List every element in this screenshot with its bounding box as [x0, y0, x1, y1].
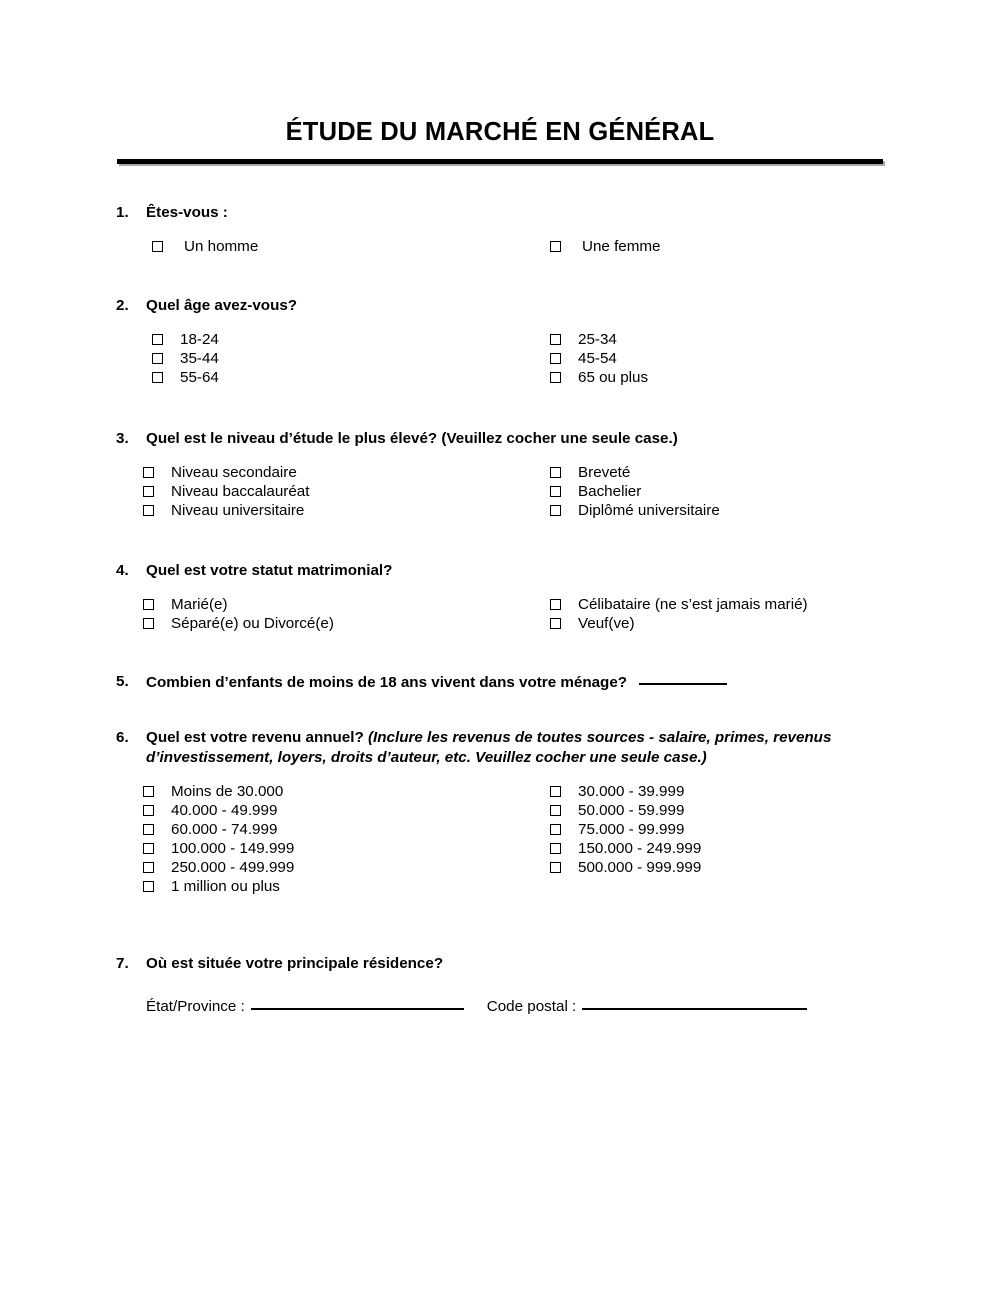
checkbox-icon[interactable] — [152, 372, 163, 383]
option-label: Niveau secondaire — [171, 463, 297, 481]
question-2-options-right — [550, 330, 648, 387]
option-label: 40.000 - 49.999 — [171, 801, 278, 819]
checkbox-icon[interactable] — [143, 618, 154, 629]
page-title: ÉTUDE DU MARCHÉ EN GÉNÉRAL — [285, 118, 715, 146]
option-label: 45-54 — [578, 349, 617, 367]
option-label: 55-64 — [180, 368, 219, 386]
option-label: Niveau universitaire — [171, 501, 305, 519]
question-4-options — [0, 595, 1000, 638]
question-3-heading — [0, 429, 1000, 449]
children-count-input[interactable] — [639, 672, 727, 685]
option-row[interactable] — [550, 839, 701, 858]
checkbox-icon[interactable] — [143, 805, 154, 816]
option-row[interactable] — [152, 349, 219, 368]
checkbox-icon[interactable] — [143, 843, 154, 854]
option-row[interactable] — [550, 463, 720, 482]
question-6-note: (Inclure les revenus de toutes sources - salaire, primes, revenus d’investissement, loyers, droits d’auteur, etc. Veuillez cocher une seule case.) — [146, 729, 832, 766]
checkbox-icon[interactable] — [152, 353, 163, 364]
option-label: 18-24 — [180, 330, 219, 348]
question-7-fields — [0, 996, 1000, 1017]
option-row[interactable] — [550, 820, 701, 839]
question-6-options-left — [143, 782, 294, 896]
option-row[interactable] — [143, 482, 309, 501]
option-label: Séparé(e) ou Divorcé(e) — [171, 614, 334, 632]
question-2 — [0, 296, 1000, 392]
question-2-options — [0, 330, 1000, 392]
postal-code-label: Code postal : — [486, 997, 577, 1015]
checkbox-icon[interactable] — [143, 824, 154, 835]
option-row[interactable] — [152, 330, 219, 349]
question-4-heading — [0, 561, 1000, 581]
question-3-options-right — [550, 463, 720, 520]
question-2-heading — [0, 296, 1000, 316]
title-divider — [117, 159, 883, 164]
option-label: Un homme — [184, 237, 259, 255]
question-5-text — [146, 672, 1000, 693]
option-label: 150.000 - 249.999 — [578, 839, 702, 857]
question-3-number: 3. — [116, 430, 129, 447]
option-label: 1 million ou plus — [171, 877, 280, 895]
option-row[interactable] — [550, 595, 808, 614]
checkbox-icon[interactable] — [143, 881, 154, 892]
checkbox-icon[interactable] — [550, 786, 561, 797]
question-2-options-left — [152, 330, 219, 387]
question-5-label: Combien d’enfants de moins de 18 ans vivent dans votre ménage? — [146, 674, 628, 691]
question-3 — [0, 429, 1000, 525]
question-1-heading — [0, 203, 1000, 223]
option-label: Veuf(ve) — [578, 614, 635, 632]
checkbox-icon[interactable] — [143, 862, 154, 873]
option-row[interactable] — [550, 330, 648, 349]
question-1-options-left — [152, 237, 258, 256]
option-row[interactable] — [550, 237, 661, 256]
question-4-number: 4. — [116, 562, 129, 579]
option-label: 25-34 — [578, 330, 617, 348]
question-6-options-right — [550, 782, 701, 877]
question-3-text: Quel est le niveau d’étude le plus élevé? (Veuillez cocher une seule case.) — [146, 430, 678, 447]
option-row[interactable] — [143, 820, 294, 839]
checkbox-icon[interactable] — [143, 786, 154, 797]
question-1-options — [0, 237, 1000, 259]
checkbox-icon[interactable] — [143, 505, 154, 516]
option-row[interactable] — [143, 839, 294, 858]
question-6-options — [0, 782, 1000, 897]
question-4-text: Quel est votre statut matrimonial? — [146, 562, 393, 579]
option-label: Bachelier — [578, 482, 642, 500]
option-label: Marié(e) — [171, 595, 228, 613]
question-2-text: Quel âge avez-vous? — [146, 297, 298, 314]
option-label: Célibataire (ne s’est jamais marié) — [578, 595, 808, 613]
checkbox-icon[interactable] — [550, 599, 561, 610]
option-row[interactable] — [550, 782, 701, 801]
option-row[interactable] — [143, 801, 294, 820]
option-row[interactable] — [143, 614, 334, 633]
option-row[interactable] — [143, 858, 294, 877]
checkbox-icon[interactable] — [152, 241, 163, 252]
checkbox-icon[interactable] — [550, 353, 561, 364]
question-4 — [0, 561, 1000, 638]
option-row[interactable] — [143, 595, 334, 614]
option-row[interactable] — [550, 482, 720, 501]
option-row[interactable] — [152, 237, 258, 256]
option-label: Breveté — [578, 463, 631, 481]
option-label: 50.000 - 59.999 — [578, 801, 685, 819]
checkbox-icon[interactable] — [550, 486, 561, 497]
option-label: 35-44 — [180, 349, 219, 367]
checkbox-icon[interactable] — [550, 862, 561, 873]
question-7-number: 7. — [116, 955, 129, 972]
checkbox-icon[interactable] — [550, 334, 561, 345]
question-4-options-right — [550, 595, 808, 633]
option-label: 30.000 - 39.999 — [578, 782, 685, 800]
question-6-heading — [0, 728, 1000, 768]
checkbox-icon[interactable] — [143, 467, 154, 478]
option-label: Niveau baccalauréat — [171, 482, 310, 500]
question-5-heading — [0, 672, 1000, 693]
option-label: 65 ou plus — [578, 368, 649, 386]
option-label: Une femme — [582, 237, 661, 255]
option-row[interactable] — [143, 877, 294, 896]
state-province-input[interactable] — [251, 996, 464, 1010]
question-6-label: Quel est votre revenu annuel? — [146, 729, 368, 746]
question-2-number: 2. — [116, 297, 129, 314]
option-row[interactable] — [143, 463, 309, 482]
option-label: 100.000 - 149.999 — [171, 839, 295, 857]
option-label: Moins de 30.000 — [171, 782, 284, 800]
checkbox-icon[interactable] — [550, 241, 561, 252]
option-row[interactable] — [550, 858, 701, 877]
option-row[interactable] — [550, 501, 720, 520]
checkbox-icon[interactable] — [152, 334, 163, 345]
checkbox-icon[interactable] — [550, 805, 561, 816]
question-5 — [0, 672, 1000, 693]
checkbox-icon[interactable] — [143, 599, 154, 610]
option-label: 60.000 - 74.999 — [171, 820, 278, 838]
option-label: 75.000 - 99.999 — [578, 820, 685, 838]
question-6 — [0, 728, 1000, 897]
question-1-text: Êtes-vous : — [146, 204, 228, 221]
checkbox-icon[interactable] — [550, 505, 561, 516]
question-1-options-right — [550, 237, 661, 256]
postal-code-input[interactable] — [582, 996, 807, 1010]
question-7-text: Où est située votre principale résidence? — [146, 955, 444, 972]
question-5-number: 5. — [116, 673, 129, 690]
option-row[interactable] — [143, 501, 309, 520]
option-row[interactable] — [550, 614, 808, 633]
checkbox-icon[interactable] — [550, 618, 561, 629]
question-3-options — [0, 463, 1000, 525]
checkbox-icon[interactable] — [550, 372, 561, 383]
question-7-heading — [0, 954, 1000, 974]
option-label: 500.000 - 999.999 — [578, 858, 702, 876]
option-row[interactable] — [550, 349, 648, 368]
checkbox-icon[interactable] — [143, 486, 154, 497]
question-3-options-left — [143, 463, 309, 520]
option-label: 250.000 - 499.999 — [171, 858, 295, 876]
option-row[interactable] — [550, 801, 701, 820]
question-6-number: 6. — [116, 729, 129, 746]
question-7 — [0, 954, 1000, 1017]
option-label: Diplômé universitaire — [578, 501, 720, 519]
question-1 — [0, 203, 1000, 259]
option-row[interactable] — [152, 368, 219, 387]
question-6-text — [146, 728, 840, 768]
checkbox-icon[interactable] — [550, 843, 561, 854]
option-row[interactable] — [143, 782, 294, 801]
question-4-options-left — [143, 595, 334, 633]
checkbox-icon[interactable] — [550, 467, 561, 478]
question-1-number: 1. — [116, 204, 129, 221]
state-province-label: État/Province : — [146, 997, 245, 1015]
option-row[interactable] — [550, 368, 648, 387]
checkbox-icon[interactable] — [550, 824, 561, 835]
title-block — [117, 118, 883, 147]
